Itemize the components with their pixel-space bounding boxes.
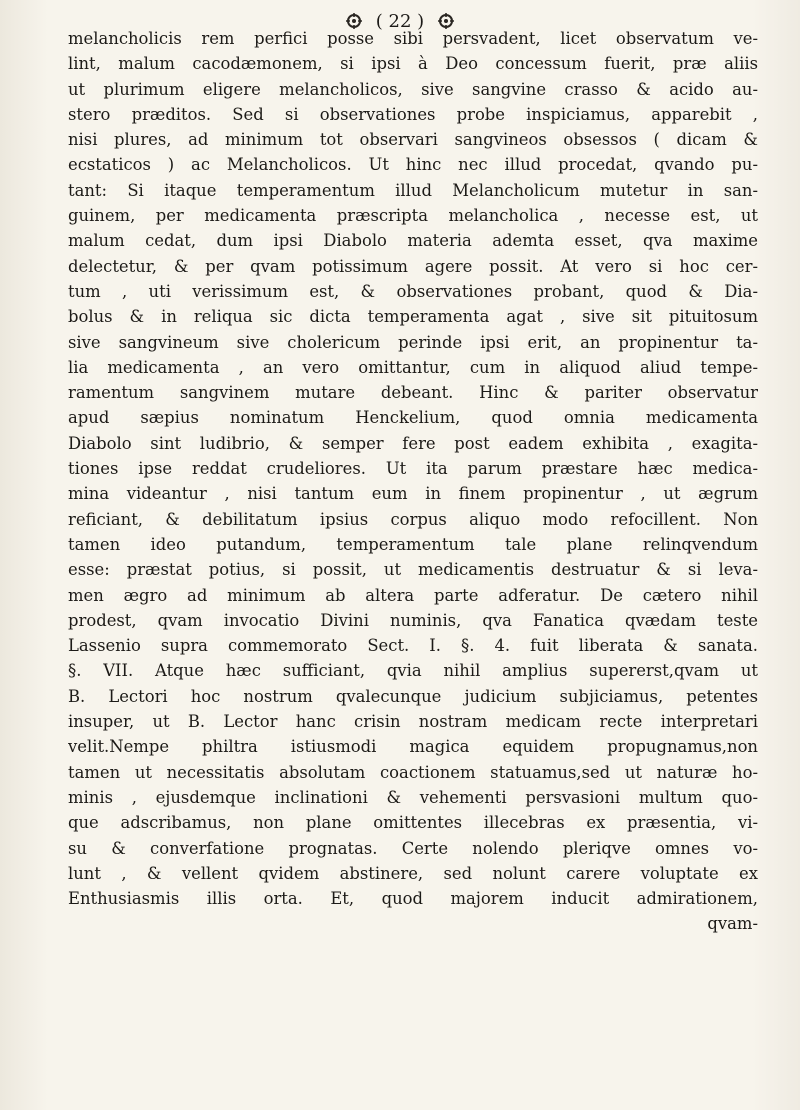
text-line: malum cedat, dum ipsi Diabolo materia ademta esset, qva maxime xyxy=(68,231,758,251)
text-line: tum , uti verissimum est, & observationes probant, quod & Dia- xyxy=(68,281,758,301)
text-line: que adscribamus, non plane omittentes illecebras ex præsentia, vi- xyxy=(68,813,758,833)
text-line: prodest, qvam invocatio Divini numinis, qva Fanatica qvædam teste xyxy=(68,610,758,630)
text-line: nisi plures, ad minimum tot observari sangvineos obsessos ( dicam & xyxy=(68,130,758,150)
text-line: Lassenio supra commemorato Sect. I. §. 4. fuit liberata & sanata. xyxy=(68,636,758,656)
text-line: tamen ideo putandum, temperamentum tale plane relinqvendum xyxy=(68,534,758,554)
text-line: sive sangvineum sive cholericum perinde ipsi erit, an propinentur ta- xyxy=(68,332,758,352)
text-line: reficiant, & debilitatum ipsius corpus aliquo modo refocillent. Non xyxy=(68,509,758,529)
text-line: ecstaticos ) ac Melancholicos. Ut hinc nec illud procedat, qvando pu- xyxy=(68,155,758,175)
text-line: Diabolo sint ludibrio, & semper fere post eadem exhibita , exagita- xyxy=(68,433,758,453)
text-line: tant: Si itaque temperamentum illud Melancholicum mutetur in san- xyxy=(68,180,758,200)
text-line: tiones ipse reddat crudeliores. Ut ita parum præstare hæc medica- xyxy=(68,459,758,479)
text-line: ut plurimum eligere melancholicos, sive sangvine crasso & acido au- xyxy=(68,79,758,99)
catchword: qvam- xyxy=(707,914,758,934)
text-line: velit.Nempe philtra istiusmodi magica equidem propugnamus,non xyxy=(68,737,758,757)
text-line: bolus & in reliqua sic dicta temperamenta agat , sive sit pituitosum xyxy=(68,307,758,327)
text-line: su & converfatione prognatas. Certe nolendo pleriqve omnes vo- xyxy=(68,838,758,858)
text-line: Enthusiasmis illis orta. Et, quod majorem inducit admirationem, xyxy=(68,889,758,909)
text-line: mina videantur , nisi tantum eum in finem propinentur , ut ægrum xyxy=(68,484,758,504)
text-line: esse: præstat potius, si possit, ut medicamentis destruatur & si leva- xyxy=(68,560,758,580)
text-line: apud sæpius nominatum Henckelium, quod omnia medicamenta xyxy=(68,408,758,428)
text-line: guinem, per medicamenta præscripta melancholica , necesse est, ut xyxy=(68,206,758,226)
page-number: ( 22 ) xyxy=(375,10,425,32)
text-line: insuper, ut B. Lector hanc crisin nostram medicam recte interpretari xyxy=(68,712,758,732)
body-text xyxy=(68,26,758,937)
text-line: lint, malum cacodæmonem, si ipsi à Deo concessum fuerit, præ aliis xyxy=(68,54,758,74)
text-line: ramentum sangvinem mutare debeant. Hinc & pariter observatur xyxy=(68,383,758,403)
text-line: tamen ut necessitatis absolutam coactionem statuamus,sed ut naturæ ho- xyxy=(68,762,758,782)
text-line: delectetur, & per qvam potissimum agere possit. At vero si hoc cer- xyxy=(68,256,758,276)
text-line: stero præditos. Sed si observationes probe inspiciamus, apparebit , xyxy=(68,104,758,124)
text-line: minis , ejusdemque inclinationi & vehementi persvasioni multum quo- xyxy=(68,787,758,807)
text-line: §. VII. Atque hæc sufficiant, qvia nihil amplius supererst,qvam ut xyxy=(68,661,758,681)
text-line: men ægro ad minimum ab altera parte adferatur. De cætero nihil xyxy=(68,585,758,605)
text-line: lia medicamenta , an vero omittantur, cum in aliquod aliud tempe- xyxy=(68,357,758,377)
text-line: B. Lectori hoc nostrum qvalecunque judicium subjiciamus, petentes xyxy=(68,686,758,706)
text-line: melancholicis rem perfici posse sibi persvadent, licet observatum ve- xyxy=(68,29,758,48)
text-line: lunt , & vellent qvidem abstinere, sed nolunt carere voluptate ex xyxy=(68,863,758,883)
